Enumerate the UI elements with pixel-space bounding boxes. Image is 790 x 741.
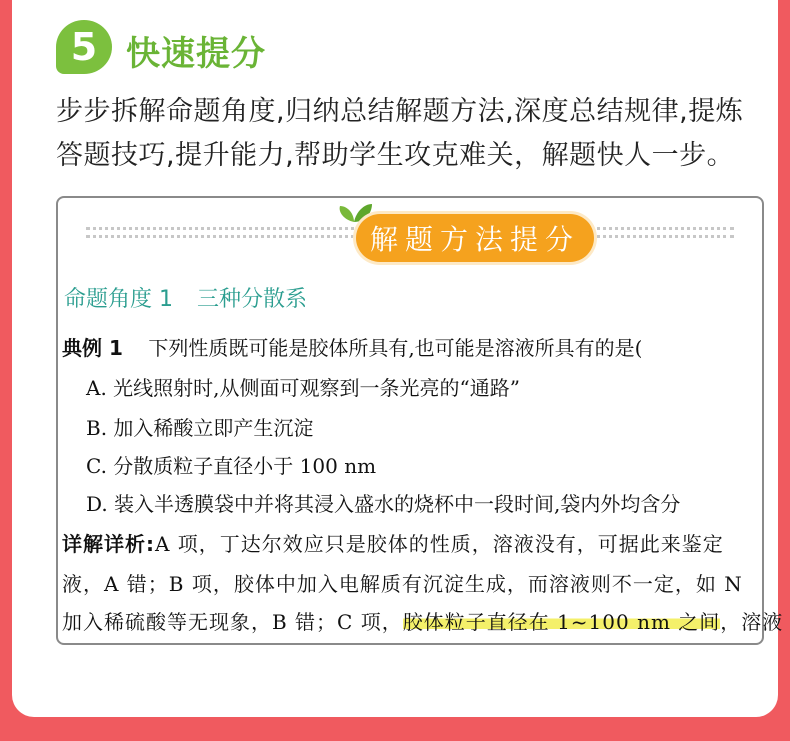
explanation-line	[62, 528, 724, 557]
highlighted-text: 胶体粒子直径在 1~100 nm 之间	[402, 610, 721, 634]
explanation-label: 详解详析:	[62, 532, 155, 556]
option-d: D. 装入半透膜袋中并将其浸入盛水的烧杯中一段时间,袋内外均含分	[86, 492, 681, 516]
angle-label: 命题角度 1	[64, 287, 173, 312]
option-b: B. 加入稀酸立即产生沉淀	[86, 416, 314, 440]
explanation-text: ，溶液	[720, 610, 784, 634]
option-c: C. 分散质粒子直径小于 100 nm	[86, 454, 377, 478]
example-question: 下列性质既可能是胶体所具有,也可能是溶液所具有的是(	[148, 336, 643, 360]
angle-title: 三种分散系	[197, 287, 308, 312]
explanation-text: A 项，丁达尔效应只是胶体的性质，溶液没有，可据此来鉴定	[155, 532, 724, 556]
explanation-line: 液，A 错；B 项，胶体中加入电解质有沉淀生成，而溶液则不一定，如 N	[62, 572, 743, 596]
method-tag: 解题方法提分	[356, 214, 594, 262]
intro-text: 步步拆解命题角度,归纳总结解题方法,深度总结规律,提炼答题技巧,提升能力,帮助学生攻克难关，解题快人一步。	[56, 96, 744, 171]
question-angle	[64, 282, 331, 313]
example-label: 典例 1	[62, 336, 123, 360]
content-card	[12, 0, 784, 717]
option-a: A. 光线照射时,从侧面可观察到一条光亮的“通路”	[86, 376, 520, 400]
explanation-text: 加入稀硫酸等无现象，B 错；C 项，	[62, 610, 403, 634]
example-panel	[56, 196, 784, 645]
section-title: 快速提分	[126, 34, 266, 74]
section-number-badge: 5	[56, 20, 112, 74]
explanation-line	[62, 606, 783, 635]
example-line	[62, 332, 643, 361]
